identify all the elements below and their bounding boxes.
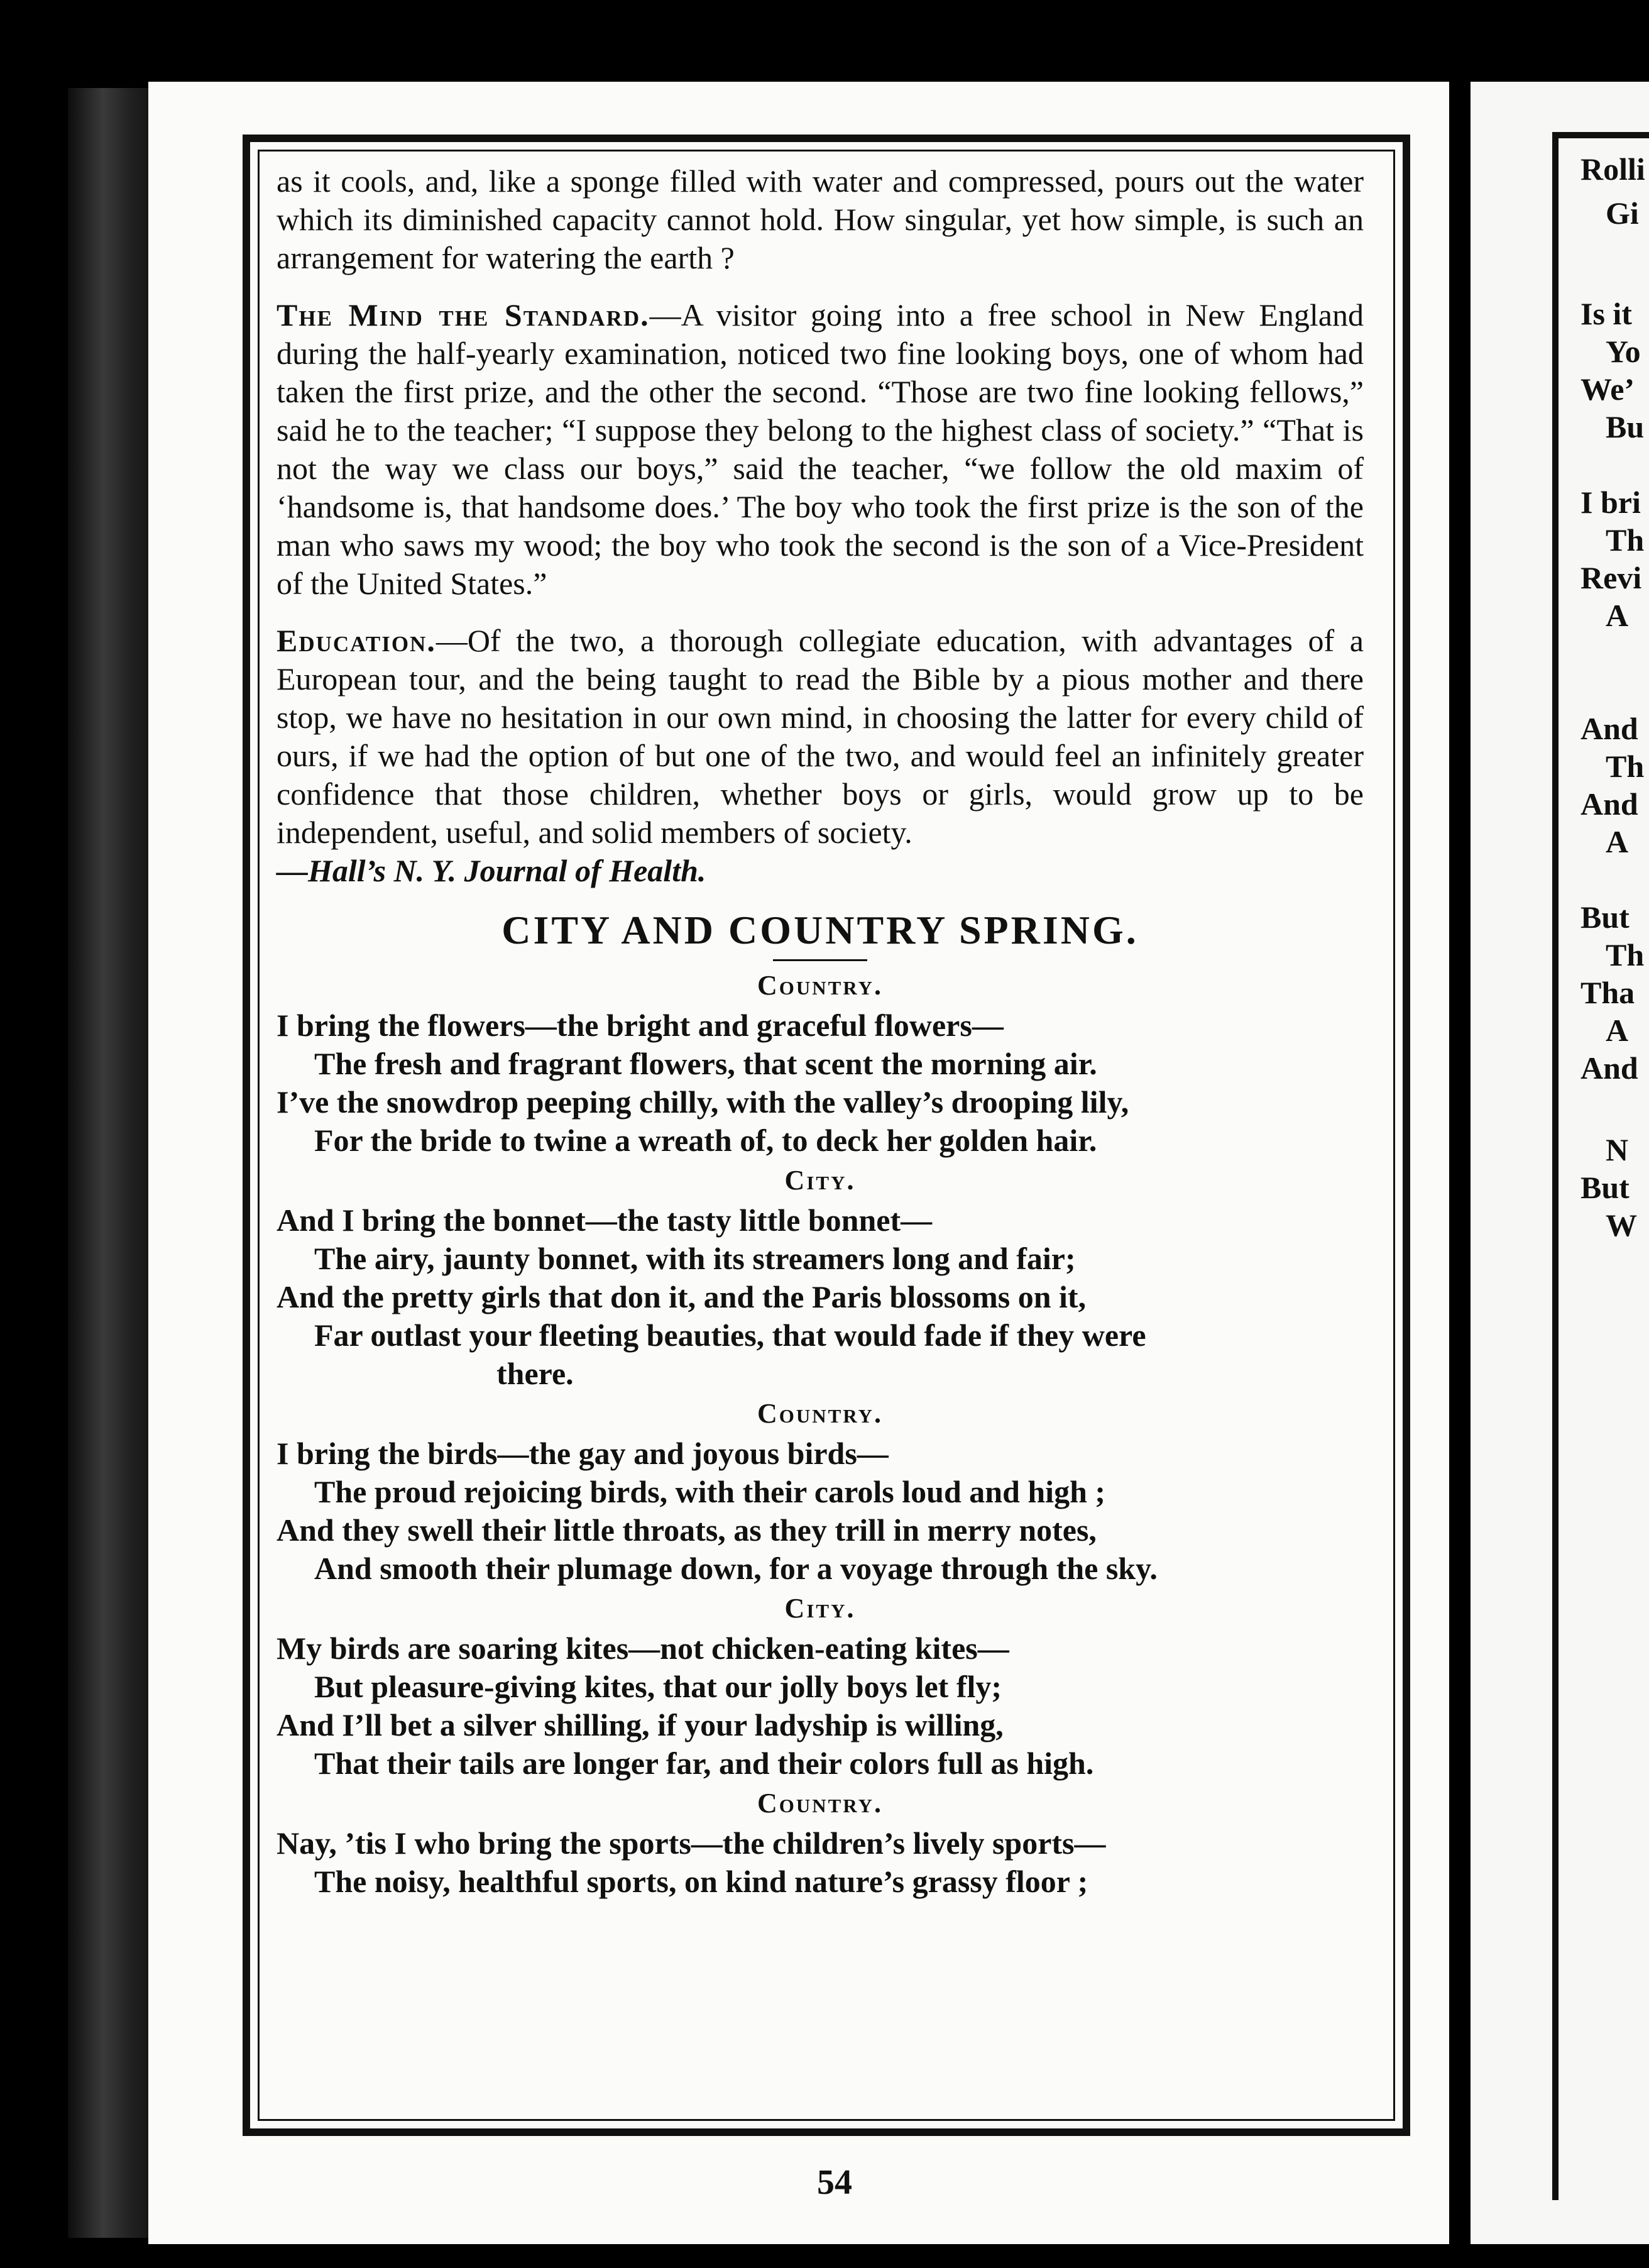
facing-page-fragment: We’ xyxy=(1581,372,1635,407)
facing-page-fragment: But xyxy=(1581,1170,1630,1205)
poem-line: And they swell their little throats, as they trill in merry notes, xyxy=(277,1512,1097,1548)
facing-page-fragment: But xyxy=(1581,900,1630,935)
facing-page-fragment: Yo xyxy=(1606,334,1641,369)
poem-line: there. xyxy=(496,1356,574,1391)
source-citation: —Hall’s N. Y. Journal of Health. xyxy=(277,853,706,888)
poem-line: And I’ll bet a silver shilling, if your ladyship is willing, xyxy=(277,1707,1004,1742)
poem-line: And I bring the bonnet—the tasty little bonnet— xyxy=(277,1203,933,1238)
stanza-speaker: City. xyxy=(784,1165,856,1196)
facing-page-fragment: Th xyxy=(1606,749,1645,784)
poem-line: The fresh and fragrant flowers, that scent the morning air. xyxy=(314,1046,1097,1081)
facing-page-fragment: I bri xyxy=(1581,485,1641,520)
poem-line: My birds are soaring kites—not chicken-eating kites— xyxy=(277,1631,1009,1666)
stanza-speaker: City. xyxy=(784,1593,856,1624)
poem-body xyxy=(277,967,1364,1901)
paragraph-body: —A visitor going into a free school in New England during the half-yearly examination, noticed two fine looking boys, one of whom had taken the first prize, and the other the second. “Those are two fine looking fellows,” said he to the teacher; “I suppose they belong to the highest class of society.” “That is not the way we class our boys,” said the teacher, “we follow the old maxim of ‘handsome is, that handsome does.’ The boy who took the first prize is the son of the man who saws my wood; the boy who took the second is the son of a Vice-President of the United States.” xyxy=(277,297,1364,601)
book-spine xyxy=(68,88,156,2238)
run-in-heading: Education. xyxy=(277,623,436,658)
facing-page-fragment: Tha xyxy=(1581,975,1635,1010)
facing-page-fragment: W xyxy=(1606,1208,1637,1243)
facing-page-fragment: A xyxy=(1606,824,1629,859)
page-number: 54 xyxy=(817,2163,852,2202)
stanza-speaker: Country. xyxy=(757,1788,884,1819)
poem-line: The airy, jaunty bonnet, with its streamers long and fair; xyxy=(314,1241,1076,1276)
poem-line: Far outlast your fleeting beauties, that would fade if they were xyxy=(314,1318,1146,1353)
paragraph-education xyxy=(277,622,1364,852)
paragraph-mind-the-standard xyxy=(277,296,1364,603)
paragraph-continuation: as it cools, and, like a sponge filled with water and compressed, pours out the water which its diminished capacity cannot hold. How singular, yet how simple, is such an arrangement for watering the earth ? xyxy=(277,163,1364,275)
facing-page-fragment: And xyxy=(1581,786,1638,822)
poem-line: The proud rejoicing birds, with their carols loud and high ; xyxy=(314,1474,1106,1509)
poem-title: CITY AND COUNTRY SPRING. xyxy=(501,908,1139,952)
facing-page-fragment: Revi xyxy=(1581,560,1642,595)
poem-line: Nay, ’tis I who bring the sports—the children’s lively sports— xyxy=(277,1825,1106,1861)
poem-line: And smooth their plumage down, for a voyage through the sky. xyxy=(314,1551,1158,1586)
facing-page-fragment: And xyxy=(1581,711,1638,746)
facing-page-fragment: Bu xyxy=(1606,409,1645,444)
facing-page-fragment: N xyxy=(1606,1132,1629,1167)
poem-line: I bring the birds—the gay and joyous birds— xyxy=(277,1436,889,1471)
poem-line: But pleasure-giving kites, that our jolly boys let fly; xyxy=(314,1669,1002,1704)
poem-line: The noisy, healthful sports, on kind nature’s grassy floor ; xyxy=(314,1864,1088,1899)
paragraph-body: —Of the two, a thorough collegiate education, with advantages of a European tour, and the being taught to read the Bible by a pious mother and there stop, we have no hesitation in our own mind, in choosing the latter for every child of ours, if we had the option of but one of the two, and would feel an infinitely greater confidence that those children, whether boys or girls, would grow up to be independent, useful, and solid members of society. xyxy=(277,623,1364,850)
facing-page-edge xyxy=(1471,82,1649,2244)
facing-page-fragment: Rolli xyxy=(1581,151,1645,187)
poem-line: And the pretty girls that don it, and the Paris blossoms on it, xyxy=(277,1279,1087,1314)
facing-page-fragment: Th xyxy=(1606,937,1645,972)
stanza-speaker: Country. xyxy=(757,970,884,1001)
stanza-speaker: Country. xyxy=(757,1398,884,1429)
poem-line: That their tails are longer far, and their colors full as high. xyxy=(314,1746,1094,1781)
poem-line: I bring the flowers—the bright and graceful flowers— xyxy=(277,1008,1004,1043)
run-in-heading: The Mind the Standard. xyxy=(277,297,650,333)
facing-page-fragment: A xyxy=(1606,1013,1629,1048)
page-content xyxy=(277,162,1364,1901)
facing-page-fragment: And xyxy=(1581,1050,1638,1086)
facing-page-fragment: Gi xyxy=(1606,195,1639,231)
facing-page-fragment: Th xyxy=(1606,522,1645,558)
facing-page-fragment: Is it xyxy=(1581,296,1632,331)
facing-page-fragment: A xyxy=(1606,598,1629,633)
title-rule xyxy=(773,959,867,961)
poem-line: I’ve the snowdrop peeping chilly, with the valley’s drooping lily, xyxy=(277,1084,1129,1120)
poem-line: For the bride to twine a wreath of, to deck her golden hair. xyxy=(314,1123,1097,1158)
